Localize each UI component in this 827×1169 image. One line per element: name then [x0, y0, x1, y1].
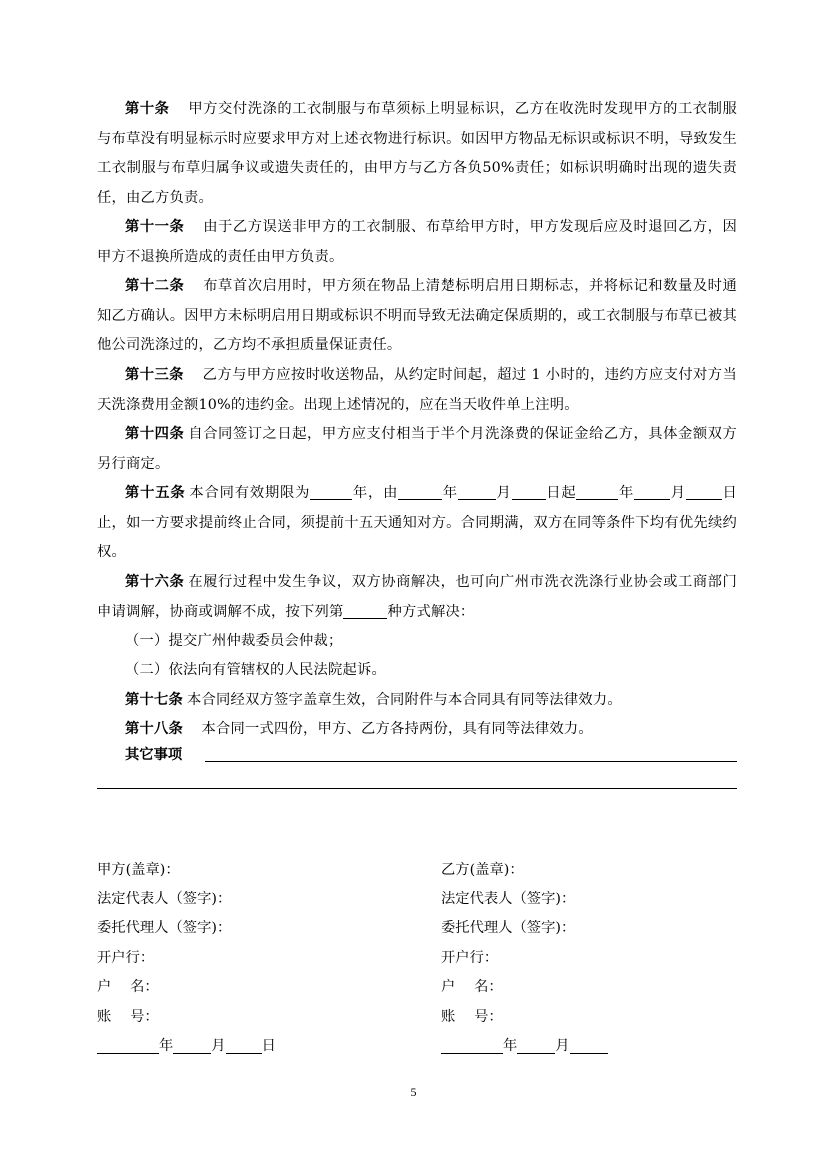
- article-14-heading: 第十四条: [125, 426, 185, 442]
- start-year-blank[interactable]: [398, 483, 442, 500]
- party-b-account-name: 户 名：: [441, 979, 503, 995]
- article-17-text: 本合同经双方签字盖章生效，合同附件与本合同具有同等法律效力。: [187, 692, 622, 708]
- article-15: [97, 479, 737, 568]
- article-11: [97, 213, 737, 272]
- article-15-heading: 第十五条: [125, 485, 186, 501]
- dispute-method-blank[interactable]: [343, 602, 387, 619]
- article-15-text-3: 年: [442, 485, 458, 501]
- party-a-seal: 甲方(盖章)：: [97, 862, 180, 878]
- article-11-text: 由于乙方误送非甲方的工衣制服、布草给甲方时，甲方发现后应及时退回乙方，因甲方不退换所造成的责任由甲方负责。: [97, 219, 737, 265]
- other-matters-line-2[interactable]: [97, 788, 737, 789]
- article-13: [97, 361, 737, 420]
- term-years-blank[interactable]: [310, 483, 352, 500]
- end-month-blank[interactable]: [634, 483, 670, 500]
- article-10-heading: 第十条: [125, 101, 170, 117]
- article-14: [97, 420, 737, 479]
- party-b-date: [441, 1036, 608, 1056]
- party-a-bank: 开户行：: [97, 950, 155, 966]
- party-b-agent: 委托代理人（签字)：: [441, 920, 576, 936]
- party-b-month-blank[interactable]: [517, 1038, 555, 1054]
- article-15-text-5: 日起: [545, 485, 577, 501]
- party-a-account-name: 户 名：: [97, 979, 159, 995]
- party-a-day-blank[interactable]: [226, 1038, 262, 1054]
- article-10-text: 甲方交付洗涤的工衣制服与布草须标上明显标识，乙方在收洗时发现甲方的工衣制服与布草没有明显标示时应要求甲方对上述衣物进行标识。如因甲方物品无标识或标识不明，导致发生工衣制服与布草归属争议或遗失责任的，由甲方与乙方各负50%责任；如标识明确时出现的遗失责任，由乙方负责。: [97, 101, 737, 206]
- party-b-bank: 开户行：: [441, 950, 499, 966]
- party-a-legal-rep: 法定代表人（签字)：: [97, 891, 232, 907]
- party-b-year-label: 年: [503, 1038, 518, 1054]
- start-month-blank[interactable]: [458, 483, 496, 500]
- article-16-text-2: 种方式解决：: [387, 603, 475, 620]
- article-16-option-1: （一）提交广州仲裁委员会仲裁；: [125, 633, 343, 649]
- end-day-blank[interactable]: [686, 483, 722, 500]
- party-a-year-label: 年: [159, 1038, 174, 1054]
- party-b-account-no: 账 号：: [441, 1009, 503, 1025]
- article-11-heading: 第十一条: [125, 219, 185, 235]
- article-10: [97, 95, 737, 213]
- end-year-blank[interactable]: [576, 483, 618, 500]
- article-15-text-2: 年，由: [352, 485, 399, 501]
- other-matters-row: [97, 745, 737, 765]
- article-16: [97, 568, 737, 627]
- party-b-day-blank[interactable]: [570, 1038, 608, 1054]
- party-a-account-no: 账 号：: [97, 1009, 159, 1025]
- article-15-text-7: 月: [670, 485, 686, 501]
- article-15-text-4: 月: [495, 485, 512, 501]
- article-16-text-1: 在履行过程中发生争议，双方协商解决，也可向广州市洗衣洗涤行业协会或工商部门申请调解，协商或调解不成，按下列第: [97, 574, 737, 620]
- party-b-year-blank[interactable]: [441, 1038, 503, 1054]
- article-15-text-1: 本合同有效期限为: [189, 485, 311, 501]
- party-b-legal-rep: 法定代表人（签字)：: [441, 891, 576, 907]
- article-15-text-6: 年: [618, 485, 635, 501]
- party-a-agent: 委托代理人（签字)：: [97, 920, 232, 936]
- page-number: 5: [410, 1085, 417, 1099]
- article-13-text: 乙方与甲方应按时收送物品，从约定时间起，超过 1 小时的，违约方应支付对方当天洗涤费用金额10%的违约金。出现上述情况的，应在当天收件单上注明。: [97, 367, 737, 413]
- article-17-heading: 第十七条: [125, 692, 183, 708]
- article-18-heading: 第十八条: [125, 721, 183, 737]
- party-a-year-blank[interactable]: [97, 1038, 159, 1054]
- article-16-option-2: （二）依法向有管辖权的人民法院起诉。: [125, 662, 386, 678]
- article-18-text: 本合同一式四份，甲方、乙方各持两份，具有同等法律效力。: [187, 721, 593, 737]
- article-17: [97, 686, 737, 716]
- article-14-text: 自合同签订之日起，甲方应支付相当于半个月洗涤费的保证金给乙方，具体金额双方另行商定。: [97, 426, 737, 472]
- party-a-month-blank[interactable]: [173, 1038, 211, 1054]
- article-13-heading: 第十三条: [125, 367, 184, 383]
- party-b-seal: 乙方(盖章)：: [441, 862, 524, 878]
- other-matters-label: 其它事项: [125, 747, 183, 763]
- article-16-heading: 第十六条: [125, 574, 185, 590]
- article-12-heading: 第十二条: [125, 278, 185, 294]
- party-a-date: [97, 1036, 276, 1056]
- party-a-day-label: 日: [261, 1038, 276, 1054]
- article-12-text: 布草首次启用时，甲方须在物品上清楚标明启用日期标志，并将标记和数量及时通知乙方确认。因甲方未标明启用日期或标识不明而导致无法确定保质期的，或工衣制服与布草已被其他公司洗涤过的，乙方均不承担质量保证责任。: [97, 278, 737, 353]
- article-12: [97, 272, 737, 361]
- article-15-text-8: 日止，如一方要求提前终止合同，须提前十五天通知对方。合同期满，双方在同等条件下均有优先续约权。: [97, 485, 737, 560]
- start-day-blank[interactable]: [512, 483, 546, 500]
- article-18: [97, 715, 737, 745]
- other-matters-line[interactable]: [205, 761, 737, 762]
- party-b-month-label: 月: [555, 1038, 570, 1054]
- party-a-month-label: 月: [211, 1038, 226, 1054]
